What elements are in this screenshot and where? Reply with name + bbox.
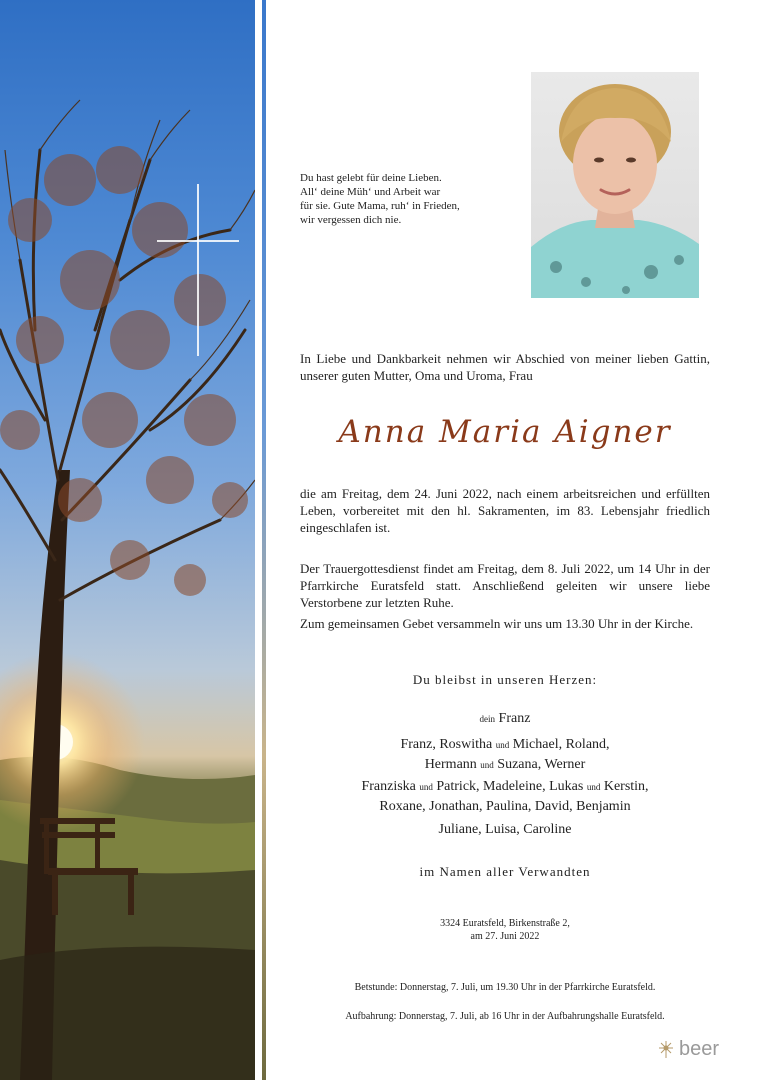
- quote-line: Du hast gelebt für deine Lieben.: [300, 172, 442, 184]
- cross-icon-horizontal: [157, 240, 239, 242]
- family-and: und: [480, 760, 494, 770]
- family-name: Franz, Roswitha: [400, 737, 493, 752]
- quote-line: All‘ deine Müh‘ und Arbeit war: [300, 186, 441, 198]
- logo-text: beer: [679, 1037, 720, 1060]
- quote-line: für sie. Gute Mama, ruh‘ in Frieden,: [300, 200, 460, 212]
- family-great-grandchildren: Juliane, Luisa, Caroline: [438, 822, 572, 837]
- family-name: Michael, Roland,: [512, 737, 610, 752]
- family-and: und: [586, 782, 601, 792]
- beer-logo: [656, 1036, 719, 1062]
- family-children: [300, 735, 710, 775]
- cross-icon-vertical: [197, 184, 199, 356]
- relatives-line: im Namen aller Verwandten: [419, 864, 591, 879]
- family-name: Kerstin,: [603, 779, 649, 794]
- betstunde-note: Betstunde: Donnerstag, 7. Juli, um 19.30 Uhr in der Pfarrkirche Euratsfeld.: [354, 982, 656, 993]
- family-name: Roxane, Jonathan, Paulina, David, Benjamin: [379, 799, 631, 814]
- tree-landscape-illustration: [0, 0, 255, 1080]
- memorial-quote: [300, 171, 510, 227]
- strip-divider: [255, 0, 262, 1080]
- aufbahrung-note: Aufbahrung: Donnerstag, 7. Juli, ab 16 Uhr in der Aufbahrungshalle Euratsfeld.: [345, 1011, 665, 1022]
- sunset-tree-photo: [0, 0, 255, 1080]
- family-grandchildren: [300, 777, 710, 816]
- intro-paragraph: In Liebe und Dankbarkeit nehmen wir Abschied von meiner lieben Gattin, unserer guten Mutter, Oma und Uroma, Frau: [300, 351, 710, 383]
- family-name: Franziska: [361, 779, 416, 794]
- family-and: und: [495, 740, 510, 750]
- prayer-paragraph: Zum gemeinsamen Gebet versammeln wir uns um 13.30 Uhr in der Kirche.: [300, 616, 694, 631]
- strip-edge-band: [262, 0, 266, 1080]
- family-name: Patrick, Madeleine, Lukas: [436, 779, 584, 794]
- address-block: [300, 917, 710, 943]
- deceased-name: Anna Maria Aigner: [338, 414, 672, 450]
- quote-line: wir vergessen dich nie.: [300, 214, 402, 226]
- death-notice-paragraph: die am Freitag, dem 24. Juni 2022, nach einem arbeitsreichen und erfüllten Leben, vorbereitet mit den hl. Sakramenten, im 83. Lebensjahr friedlich eingeschlafen ist.: [300, 486, 710, 535]
- family-and: und: [419, 782, 433, 792]
- portrait-illustration: [531, 72, 699, 298]
- family-spouse: [300, 709, 710, 729]
- family-name: Franz: [498, 711, 531, 726]
- funeral-service-paragraph: Der Trauergottesdienst findet am Freitag, dem 8. Juli 2022, um 14 Uhr in der Pfarrkirche Euratsfeld statt. Anschließend geleiten wir unsere liebe Verstorbene zur letzten Ruhe.: [300, 561, 710, 610]
- date-line: am 27. Juni 2022: [470, 931, 540, 942]
- deceased-portrait-photo: [531, 72, 699, 298]
- family-prefix: dein: [479, 714, 496, 724]
- family-name: Suzana, Werner: [497, 757, 586, 772]
- address-line: 3324 Euratsfeld, Birkenstraße 2,: [440, 918, 570, 929]
- dandelion-icon: [656, 1039, 676, 1059]
- heart-heading: Du bleibst in unseren Herzen:: [412, 672, 598, 687]
- family-name: Hermann: [424, 757, 477, 772]
